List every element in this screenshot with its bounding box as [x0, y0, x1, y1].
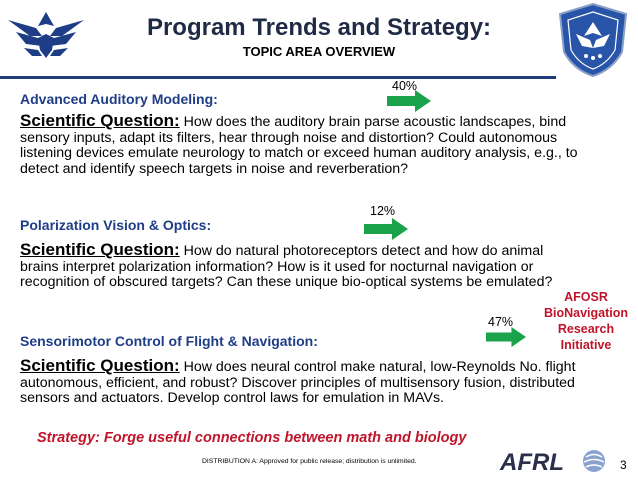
strategy-statement: Strategy: Forge useful connections between math and biology — [37, 430, 467, 446]
trend-arrow-icon — [364, 218, 408, 240]
distribution-notice: DISTRIBUTION A: Approved for public release; distribution is unlimited. — [202, 458, 417, 465]
question-text: How does the auditory brain parse acoustic landscapes, bind sensory inputs, adapt its filters, hear through noise and distortion? Could autonomous listening devices emulate neurology to match or exceed human auditory analysis, e.g., to detect and identify speech targets in noise and reverberation? — [20, 114, 578, 177]
question-text: How does neural control make natural, low-Reynolds No. flight autonomous, efficient, and robust? Discover principles of multisensory fusion, distributed sensors and actuators. Develop control laws for emulation in MAVs. — [20, 359, 576, 406]
trend-percent-auditory: 40% — [392, 79, 418, 93]
trend-percent-sensorimotor: 47% — [488, 315, 514, 329]
topic-heading-auditory: Advanced Auditory Modeling: — [20, 91, 218, 107]
topic-heading-polarization: Polarization Vision & Optics: — [20, 217, 212, 233]
initiative-callout — [532, 289, 638, 353]
header-divider — [0, 76, 556, 79]
trend-percent-polarization: 12% — [370, 204, 396, 218]
scientific-question-sensorimotor — [20, 358, 580, 407]
question-text: How do natural photoreceptors detect and how do animal brains interpret polarization information? How is it used for nocturnal navigation or recognition of obscured targets? Can these unique bio-optical systems be emulated? — [20, 243, 553, 290]
initiative-line: Initiative — [560, 338, 612, 352]
question-label: Scientific Question: — [20, 356, 180, 375]
trend-arrow-icon — [486, 326, 526, 348]
afrl-logo — [498, 446, 608, 476]
initiative-line: AFOSR — [564, 290, 608, 304]
scientific-question-auditory — [20, 113, 580, 177]
afrl-shield-emblem — [556, 2, 630, 78]
scientific-question-polarization — [20, 242, 580, 291]
afrl-logo-text: AFRL — [500, 449, 564, 476]
page-subtitle: TOPIC AREA OVERVIEW — [242, 44, 396, 59]
topic-heading-sensorimotor: Sensorimotor Control of Flight & Navigation: — [20, 333, 318, 349]
trend-arrow-icon — [387, 90, 431, 112]
question-label: Scientific Question: — [20, 111, 180, 130]
initiative-line: Research — [557, 322, 615, 336]
page-title: Program Trends and Strategy: — [146, 14, 492, 41]
question-label: Scientific Question: — [20, 240, 180, 259]
initiative-line: BioNavigation — [543, 306, 629, 320]
page-number: 3 — [620, 458, 627, 472]
